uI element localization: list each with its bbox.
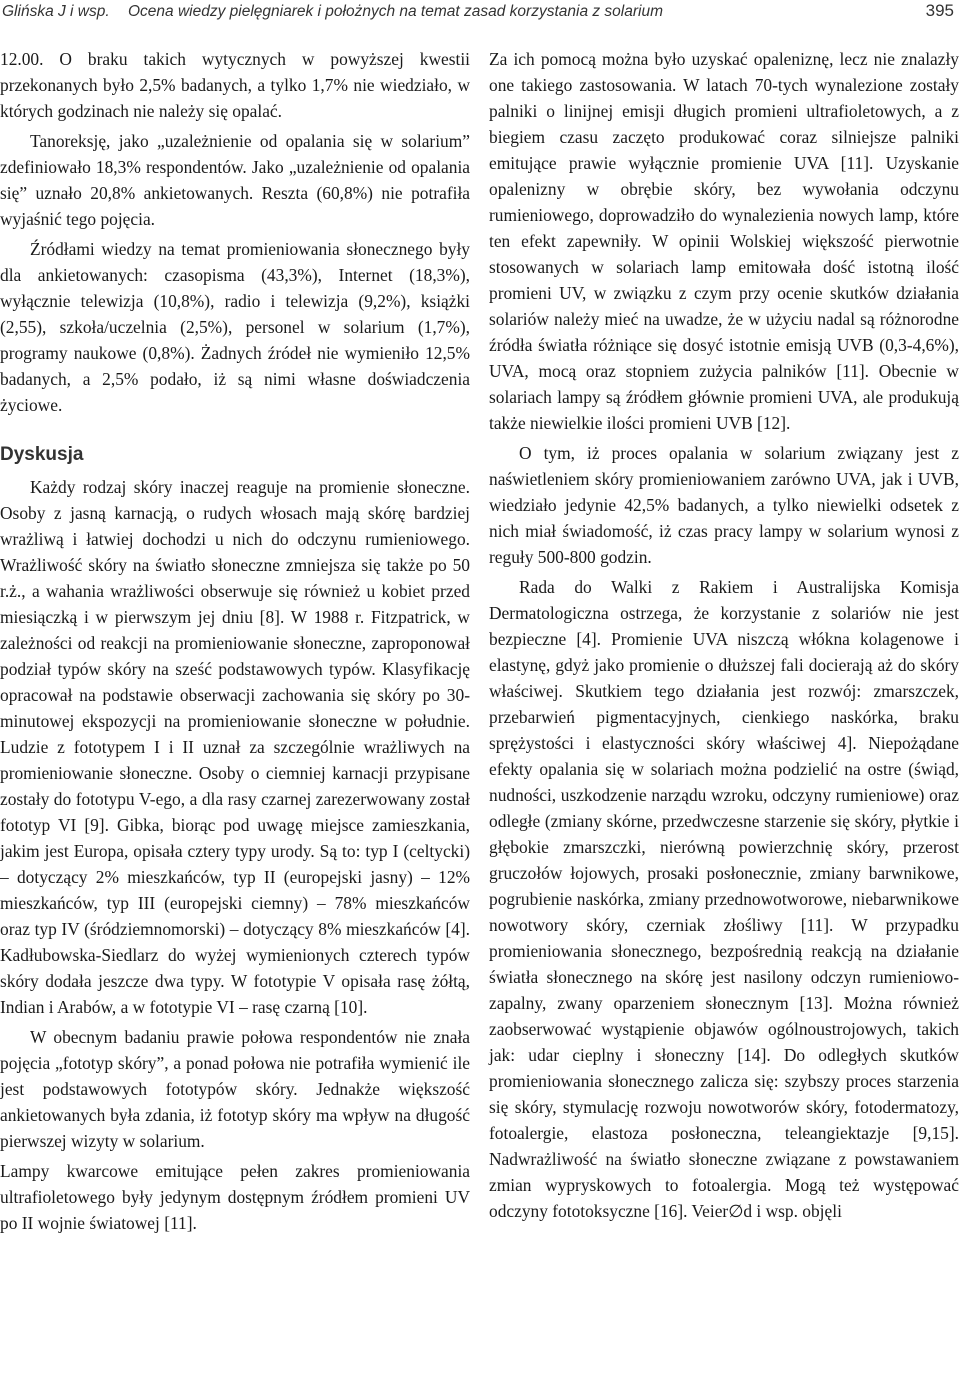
running-header xyxy=(0,0,960,30)
header-authors: Glińska J i wsp. xyxy=(2,3,110,20)
paragraph: Każdy rodzaj skóry inaczej reaguje na promienie słoneczne. Osoby z jasną karnacją, o rudych włosach mają skórę bardziej wrażliwą i łatwiej dochodzi u nich do odczynu rumieniowego. Wrażliwość skóry na światło słoneczne zmniejsza się także po 50 r.ż., a wahania wrażliwości obserwuje się również u kobiet przed miesiączką i w pierwszym jej dniu [8]. W 1988 r. Fitzpatrick, w zależności od reakcji na promieniowanie słoneczne, zaproponował podział typów skóry na sześć podstawowych typów. Klasyfikację opracował na podstawie obserwacji zachowania się skóry po 30-minutowej ekspozycji na promieniowanie słoneczne w południe. Ludzie z fototypem I i II uznał za szczególnie wrażliwych na promieniowanie słoneczne. Osoby o ciemniej karnacji przypisane zostały do fototypu V-ego, a dla rasy czarnej zarezerwowany został fototyp VI [9]. Gibka, biorąc pod uwagę miejsce zamieszkania, jakim jest Europa, opisała cztery typy urody. Są to: typ I (celtycki) – dotyczący 2% mieszkańców, typ II (europejski jasny) – 12% mieszkańców, typ III (europejski ciemny) – 78% mieszkańców oraz typ IV (śródziemnomorski) – dotyczący 8% mieszkańców [4]. Kadłubowska-Siedlarz do wyżej wymienionych czterech typów skóry dodała jeszcze dwa typy. W fototypie V opisała rasę żółtą, Indian i Arabów, a w fototypie VI – rasę czarną [10]. xyxy=(0,477,470,1017)
paragraph: Lampy kwarcowe emitujące pełen zakres promieniowania ultrafioletowego były jedynym dostępnym źródłem promieni UV po II wojnie światowej [11]. xyxy=(0,1161,470,1233)
paragraph: Źródłami wiedzy na temat promieniowania słonecznego były dla ankietowanych: czasopisma (43,3%), Internet (18,3%), wyłącznie telewizja (10,8%), radio i telewizja (9,2%), książki (2,55), szkoła/uczelnia (2,5%), personel w solarium (1,7%), programy naukowe (0,8%). Żadnych źródeł nie wymieniło 12,5% badanych, a 2,5% podało, iż są nimi własne doświadczenia życiowe. xyxy=(0,239,470,415)
header-running-title: Ocena wiedzy pielęgniarek i położnych na temat zasad korzystania z solarium xyxy=(127,3,663,20)
paragraph: Tanoreksję, jako „uzależnienie od opalania się w solarium” zdefiniowało 18,3% respondentów. Jako „uzależnienie od opalania się” uznało 20,8% ankietowanych. Reszta (60,8%) nie potrafiła wyjaśnić tego pojęcia. xyxy=(0,131,470,229)
paragraph: O tym, iż proces opalania w solarium związany jest z naświetleniem skóry promieniowaniem zarówno UVA, jak i UVB, wiedziało jedynie 42,5% badanych, a tylko niewielki odsetek z nich miał świadomość, iż czas pracy lampy w solarium wynosi z reguły 500-800 godzin. xyxy=(489,443,959,567)
left-column xyxy=(0,46,470,1240)
paragraph: Rada do Walki z Rakiem i Australijska Komisja Dermatologiczna ostrzega, że korzystanie z solariów nie jest bezpieczne [4]. Promienie UVA niszczą włókna kolagenowe i elastynę, gdyż jako promienie o dłuższej fali docierają aż do skóry właściwej. Skutkiem tego działania jest rozwój: zmarszczek, przebarwień pigmentacyjnych, cienkiego naskórka, braku sprężystości i elastyczności skóry właściwej 4]. Niepożądane efekty opalania się w solariach można podzielić na ostre (świąd, nudności, uszkodzenie narządu wzroku, odczyny rumieniowe) oraz odległe (zmiany skórne, przedwczesne starzenie się skóry, płytkie i głębokie zmarszczki, nierówną powierzchnię skóry, przerost gruczołów łojowych, prosaki posłonecznie, zmiany barwnikowe, pogrubienie naskórka, zmiany przednowotworowe, niebarwnikowe nowotwory skóry, czerniak złośliwy [11]. W przypadku promieniowania słonecznego, bezpośrednią reakcją na działanie światła słonecznego na skórę jest nasilony odczyn rumieniowo-zapalny, zwany oparzeniem słonecznym [13]. Można również zaobserwować wystąpienie objawów ogólnoustrojowych, takich jak: udar cieplny i słoneczny [14]. Do odległych skutków promieniowania słonecznego zalicza się: szybszy proces starzenia się skóry, stymulację rozwoju nowotworów skóry, fotodermatozy, fotoalergie, elastoza posłoneczna, teleangiektazje [9,15]. Nadwrażliwość na światło słoneczne związane z powstawaniem zmian wypryskowych to fotoalergia. Mogą też występować odczyny fototoksyczne [16]. Veier∅d i wsp. objęli xyxy=(489,577,959,1221)
running-title-line xyxy=(2,3,663,21)
paragraph: Za ich pomocą można było uzyskać opaleniznę, lecz nie znalazły one takiego zastosowania. W latach 70-tych wynalezione zostały palniki o linijnej emisji długich promieni ultrafioletowych, a z biegiem czasu zaczęto produkować coraz silniejsze palniki emitujące prawie wyłącznie promienie UVA [11]. Uzyskanie opalenizny w obrębie skóry, bez wywołania odczynu rumieniowego, doprowadziło do wynalezienia nowych lamp, które ten efekt zapewniły. W opinii Wolskiej większość pierwotnie stosowanych w solariach lamp emitowała dość istotną ilość promieni UV, w związku z czym przy ocenie skutków działania solariów należy mieć na uwadze, że w użyciu nadal są różnorodne źródła światła różniące się dosyć istotnie emisją UVB (0,3-4,6%), UVA, mocą oraz stopniem zużycia palników [11]. Obecnie w solariach lampy są źródłem głównie promieni UVA, ale produkują także niewielkie ilości promieni UVB [12]. xyxy=(489,49,959,433)
right-column xyxy=(489,46,959,1228)
paragraph: W obecnym badaniu prawie połowa respondentów nie znała pojęcia „fototyp skóry”, a ponad połowa nie potrafiła wymienić ile jest podstawowych fototypów skóry. Jednakże większość ankietowanych była zdania, iż fototyp skóry ma wpływ na długość pierwszej wizyty w solarium. xyxy=(0,1027,470,1151)
paragraph: 12.00. O braku takich wytycznych w powyższej kwestii przekonanych było 2,5% badanych, a tylko 1,7% nie wiedziało, w których godzinach nie należy się opalać. xyxy=(0,49,470,121)
page-number: 395 xyxy=(925,1,954,20)
section-heading: Dyskusja xyxy=(0,444,84,465)
